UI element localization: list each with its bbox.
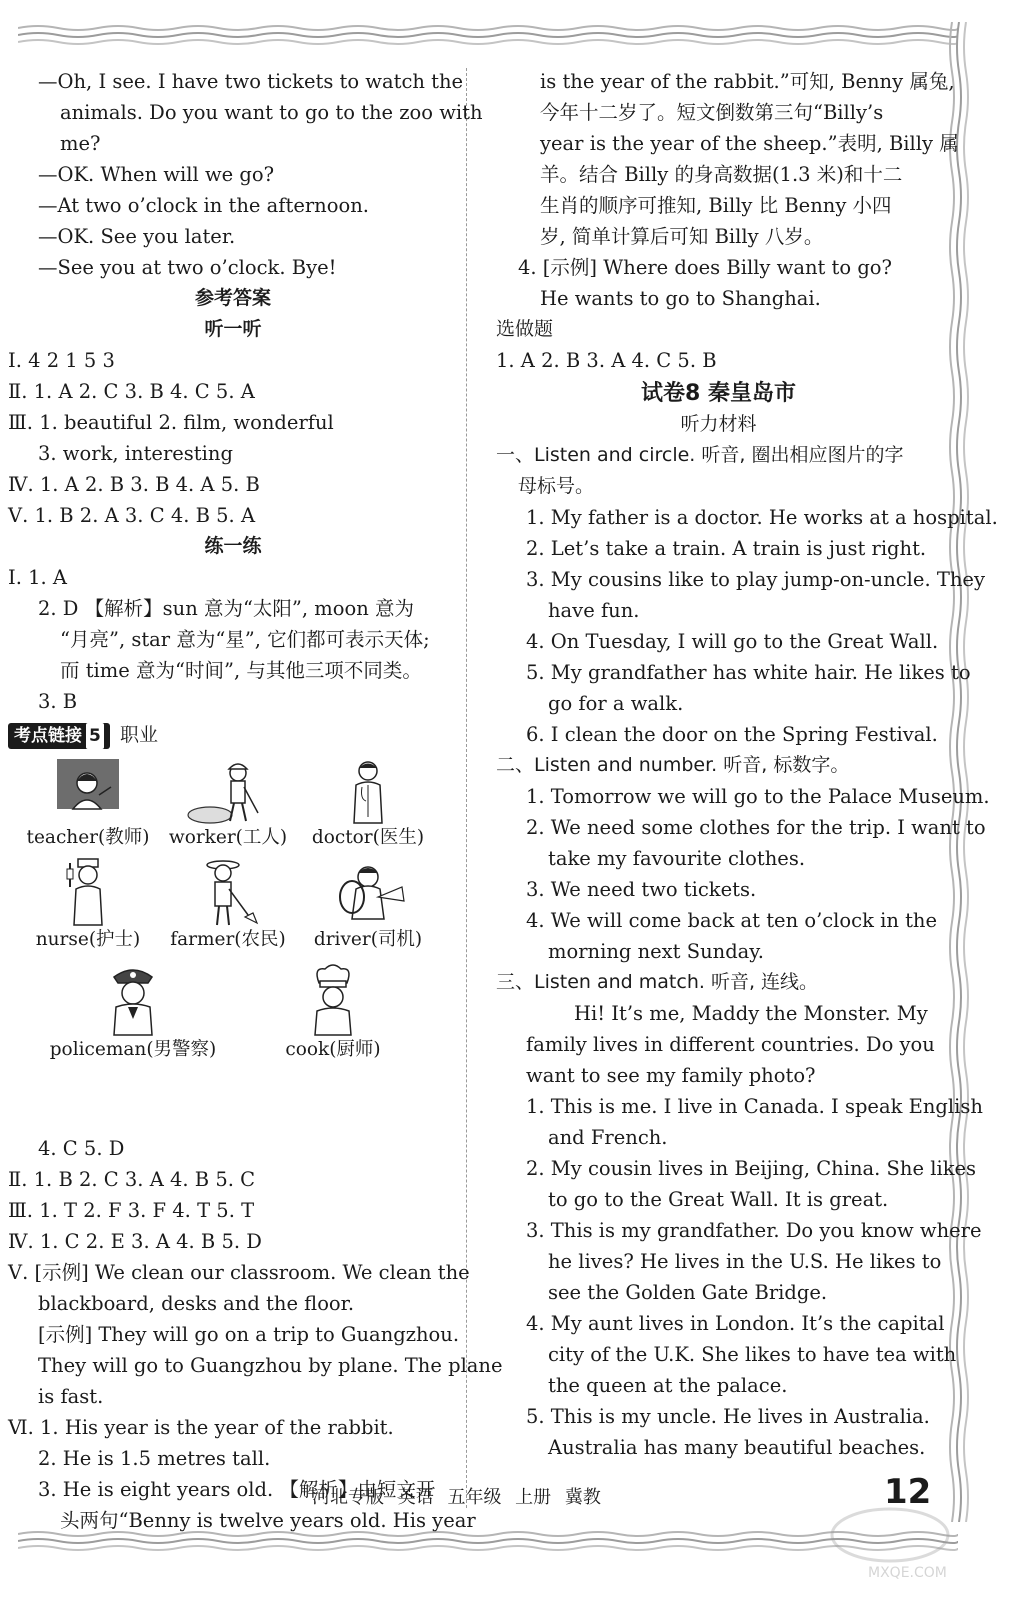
listening-item: 3. We need two tickets. xyxy=(526,878,757,901)
job-label: doctor(医生) xyxy=(311,827,425,848)
dialogue-line: —OK. See you later. xyxy=(38,225,236,248)
cook-icon xyxy=(303,963,363,1037)
listening-item: 4. On Tuesday, I will go to the Great Wall. xyxy=(526,630,939,653)
answer-line: 2. D 【解析】sun 意为“太阳”, moon 意为 xyxy=(38,597,415,620)
policeman-icon xyxy=(100,963,166,1037)
answer-line: 3. work, interesting xyxy=(38,442,233,465)
job-label: policeman(男警察) xyxy=(49,1039,217,1060)
story-line: family lives in different countries. Do you xyxy=(526,1033,935,1056)
farmer-icon xyxy=(193,857,263,927)
teacher-icon xyxy=(53,757,123,825)
listening-item: city of the U.K. She likes to have tea with xyxy=(548,1343,957,1366)
answer-line: Ⅲ. 1. T 2. F 3. F 4. T 5. T xyxy=(8,1199,255,1222)
answer-line: Ⅵ. 1. His year is the year of the rabbit. xyxy=(8,1416,394,1439)
watermark-text: MXQE.COM xyxy=(868,1565,947,1581)
explanation-line: “月亮”, star 意为“星”, 它们都可表示天体; xyxy=(60,628,430,651)
section3-heading: 三、Listen and match. 听音, 连线。 xyxy=(496,971,819,993)
doctor-icon xyxy=(338,757,398,825)
answer-line: Ⅴ. [示例] We clean our classroom. We clean the xyxy=(8,1261,470,1284)
dialogue-line: —Oh, I see. I have two tickets to watch the xyxy=(38,70,464,93)
optional-answers: 1. A 2. B 3. A 4. C 5. B xyxy=(496,349,717,372)
job-label: nurse(护士) xyxy=(35,929,141,950)
answer-line: 4. [示例] Where does Billy want to go? xyxy=(518,256,893,279)
answers-title: 参考答案 xyxy=(194,287,271,309)
footer-book-info: 河北专版 英语 五年级 上册 冀教 xyxy=(312,1487,601,1508)
frame-top-border xyxy=(18,22,958,48)
dialogue-line: me? xyxy=(60,132,101,155)
job-card-doctor xyxy=(298,757,438,851)
watermark-logo xyxy=(828,1505,968,1585)
listening-item: 1. This is me. I live in Canada. I speak English xyxy=(526,1095,983,1118)
topic-badge: 考点链接 5 xyxy=(8,723,110,749)
listening-item: 6. I clean the door on the Spring Festival. xyxy=(526,723,938,746)
explanation-line: 羊。结合 Billy 的身高数据(1.3 米)和十二 xyxy=(540,163,903,186)
listening-item: the queen at the palace. xyxy=(548,1374,788,1397)
answer-line: is fast. xyxy=(38,1385,104,1408)
listening-item: 3. My cousins like to play jump-on-uncle. They xyxy=(526,568,985,591)
column-divider xyxy=(466,68,467,1508)
listening-item: 1. Tomorrow we will go to the Palace Museum. xyxy=(526,785,990,808)
section2-heading: 二、Listen and number. 听音, 标数字。 xyxy=(496,754,850,776)
answer-line: 3. He is eight years old. 【解析】由短文开 xyxy=(38,1478,436,1501)
job-card-policeman xyxy=(38,963,228,1063)
listening-item: 2. We need some clothes for the trip. I want to xyxy=(526,816,986,839)
jobs-grid xyxy=(8,751,458,1133)
listening-item: go for a walk. xyxy=(548,692,684,715)
answer-line: Ⅰ. 4 2 1 5 3 xyxy=(8,349,115,372)
explanation-line: year is the year of the sheep.”表明, Billy 属 xyxy=(540,132,959,155)
listening-item: 4. We will come back at ten o’clock in the xyxy=(526,909,938,932)
answer-line: Ⅳ. 1. A 2. B 3. B 4. A 5. B xyxy=(8,473,260,496)
listening-item: 2. My cousin lives in Beijing, China. She likes xyxy=(526,1157,977,1180)
listening-item: 5. This is my uncle. He lives in Australia. xyxy=(526,1405,930,1428)
worker-icon xyxy=(184,757,272,825)
story-line: Hi! It’s me, Maddy the Monster. My xyxy=(574,1002,928,1025)
optional-title: 选做题 xyxy=(496,318,554,340)
right-column xyxy=(496,66,998,1463)
listening-item: take my favourite clothes. xyxy=(548,847,806,870)
job-card-worker xyxy=(158,757,298,851)
job-label: worker(工人) xyxy=(168,827,288,848)
listening-item: 3. This is my grandfather. Do you know where xyxy=(526,1219,982,1242)
listening-item: Australia has many beautiful beaches. xyxy=(548,1436,926,1459)
nurse-icon xyxy=(58,857,118,927)
listening-item: see the Golden Gate Bridge. xyxy=(548,1281,828,1304)
topic-title: 职业 xyxy=(120,724,159,746)
answer-line: blackboard, desks and the floor. xyxy=(38,1292,355,1315)
dialogue-line: —At two o’clock in the afternoon. xyxy=(38,194,369,217)
answer-line: He wants to go to Shanghai. xyxy=(540,287,821,310)
story-line: want to see my family photo? xyxy=(526,1064,816,1087)
explanation-line: 生肖的顺序可推知, Billy 比 Benny 小四 xyxy=(540,194,892,217)
listening-item: 1. My father is a doctor. He works at a hospital. xyxy=(526,506,998,529)
answer-line: 4. C 5. D xyxy=(38,1137,125,1160)
job-card-cook xyxy=(258,963,408,1063)
listening-item: 5. My grandfather has white hair. He likes to xyxy=(526,661,971,684)
answer-line: 2. He is 1.5 metres tall. xyxy=(38,1447,271,1470)
frame-right-border xyxy=(944,22,974,1522)
page-number: 12 xyxy=(884,1472,932,1512)
practice-title: 练一练 xyxy=(204,535,262,557)
job-label: cook(厨师) xyxy=(285,1039,381,1060)
dialogue-line: —OK. When will we go? xyxy=(38,163,275,186)
explanation-line: is the year of the rabbit.”可知, Benny 属兔, xyxy=(540,70,955,93)
answer-line: 3. B xyxy=(38,690,78,713)
listening-item: he lives? He lives in the U.S. He likes to xyxy=(548,1250,942,1273)
listening-item: have fun. xyxy=(548,599,640,622)
paper-title: 试卷8 秦皇岛市 xyxy=(641,381,796,406)
left-column xyxy=(8,66,503,1536)
job-card-nurse xyxy=(18,857,158,953)
answer-line: Ⅲ. 1. beautiful 2. film, wonderful xyxy=(8,411,334,434)
job-label: driver(司机) xyxy=(313,929,423,950)
answer-line: [示例] They will go on a trip to Guangzhou. xyxy=(38,1323,460,1346)
listen-title: 听一听 xyxy=(204,318,262,340)
job-label: teacher(教师) xyxy=(26,827,150,848)
answer-line: They will go to Guangzhou by plane. The plane xyxy=(38,1354,503,1377)
driver-icon xyxy=(328,857,408,927)
dialogue-line: —See you at two o’clock. Bye! xyxy=(38,256,337,279)
listening-item: 4. My aunt lives in London. It’s the capital xyxy=(526,1312,945,1335)
listening-item: to go to the Great Wall. It is great. xyxy=(548,1188,889,1211)
listening-item: morning next Sunday. xyxy=(548,940,764,963)
answer-line: Ⅳ. 1. C 2. E 3. A 4. B 5. D xyxy=(8,1230,262,1253)
answer-line: Ⅱ. 1. A 2. C 3. B 4. C 5. A xyxy=(8,380,255,403)
explanation-line: 今年十二岁了。短文倒数第三句“Billy’s xyxy=(540,101,884,124)
job-card-driver xyxy=(298,857,438,953)
dialogue-line: animals. Do you want to go to the zoo with xyxy=(60,101,483,124)
explanation-line: 岁, 简单计算后可知 Billy 八岁。 xyxy=(540,225,824,248)
job-card-farmer xyxy=(158,857,298,953)
section1-heading-cont: 母标号。 xyxy=(518,475,595,497)
answer-line: Ⅴ. 1. B 2. A 3. C 4. B 5. A xyxy=(8,504,256,527)
answer-line: Ⅰ. 1. A xyxy=(8,566,67,589)
job-label: farmer(农民) xyxy=(170,929,286,950)
explanation-line: 而 time 意为“时间”, 与其他三项不同类。 xyxy=(60,659,422,682)
listening-item: 2. Let’s take a train. A train is just right. xyxy=(526,537,927,560)
listening-item: and French. xyxy=(548,1126,668,1149)
section1-heading: 一、Listen and circle. 听音, 圈出相应图片的字 xyxy=(496,444,904,466)
topic-header xyxy=(8,719,458,751)
explanation-line: 头两句“Benny is twelve years old. His year xyxy=(60,1509,476,1532)
job-card-teacher xyxy=(18,757,158,851)
listening-material-title: 听力材料 xyxy=(680,413,757,435)
answer-line: Ⅱ. 1. B 2. C 3. A 4. B 5. C xyxy=(8,1168,256,1191)
